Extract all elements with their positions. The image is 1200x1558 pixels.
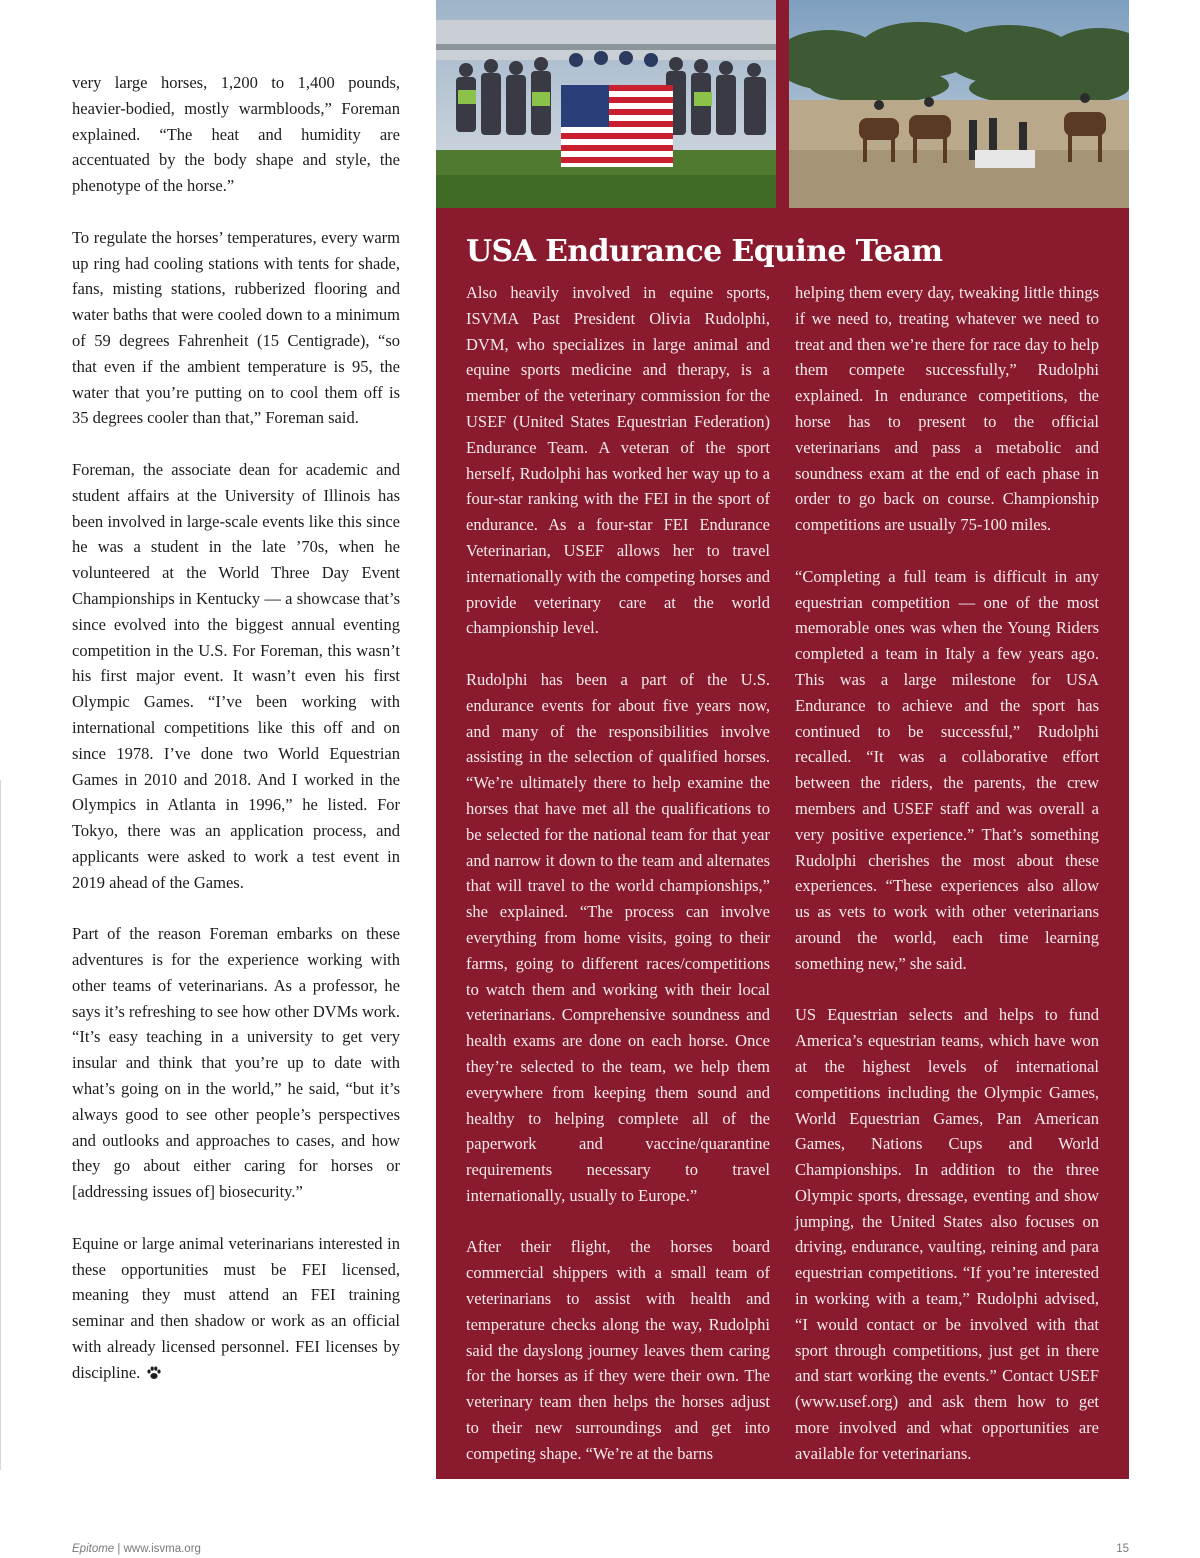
sidebar-column-2 <box>795 280 1099 1492</box>
photo-divider <box>776 0 789 208</box>
left-paragraph-3: Foreman, the associate dean for academic and student affairs at the University of Illinois has been involved in large-scale events like this since he was a student in the late ’70s, when he volunteered at the World Three Day Event Championships in Kentucky — a showcase that’s since evolved into the biggest annual eventing competition in the U.S. For Foreman, this wasn’t his first major event. It wasn’t even his first Olympic Games. “I’ve been working with international competitions like this off and on since 1978. I’ve done two World Equestrian Games in 2010 and 2018. And I worked in the Olympics in Atlanta in 1996,” he listed. For Tokyo, there was an application process, and applicants were asked to work a test event in 2019 ahead of the Games. <box>72 459 400 892</box>
margin-rule <box>0 780 1 1470</box>
publication-name: Epitome <box>72 1543 115 1555</box>
article-left-column <box>72 70 400 1414</box>
sidebar-c2-paragraph-2: “Completing a full team is difficult in any equestrian competition — one of the most memorable ones was when the Young Riders completed a team in Italy a few years ago. This was a large milestone for USA Endurance to achieve and the sport has continued to be successful,” Rudolphi recalled. “It was a collaborative effort between the riders, the parents, the crew members and USEF staff and was overall a very positive experience.” That’s something Rudolphi cherishes the most about these experiences. “These experiences also allow us as vets to work with other veterinarians around the world, each time learning something new,” she said. <box>795 566 1099 973</box>
photo-strip <box>436 0 1129 208</box>
left-paragraph-5 <box>72 1231 400 1389</box>
left-paragraph-5-text: Equine or large animal veterinarians interested in these opportunities must be FEI licensed, meaning they must attend an FEI training seminar and then shadow or work as an official with already licensed personnel. FEI licenses by discipline. <box>72 1233 400 1382</box>
left-paragraph-1: very large horses, 1,200 to 1,400 pounds, heavier-bodied, mostly warmbloods,” Foreman explained. “The heat and humidity are accentuated by the body shape and style, the phenotype of the horse.” <box>72 73 400 196</box>
website-link[interactable]: www.isvma.org <box>123 1543 201 1555</box>
paw-print-icon <box>146 1363 162 1389</box>
footer-separator: | <box>117 1543 121 1555</box>
sidebar-c1-paragraph-3: After their flight, the horses board commercial shippers with a small team of veterinarians to assist with health and temperature checks along the way, Rudolphi said the dayslong journey leaves them caring for the horses as if they were their own. The veterinary team then helps the horses adjust to their new surroundings and get into competing shape. “We’re at the barns <box>466 1237 770 1463</box>
sidebar-columns <box>466 280 1099 1492</box>
endurance-race-photo <box>789 0 1129 208</box>
sidebar-c1-paragraph-2: Rudolphi has been a part of the U.S. endurance events for about five years now, and many of the responsibilities involve assisting in the selection of qualified horses. “We’re ultimately there to help examine the horses that have met all the qualifications to be selected for the national team for that year and narrow it down to the team and alternates that will travel to the world championships,” she explained. “The process can involve everything from home visits, going to their farms, going to different races/competitions to watch them and working with their local veterinarians. Comprehensive soundness and health exams are done on each horse. Once they’re selected to the team, we help them everywhere from keeping them sound and healthy to helping complete all of the paperwork and vaccine/quarantine requirements necessary to travel internationally, usually to Europe.” <box>466 669 770 1205</box>
sidebar-c2-paragraph-1: helping them every day, tweaking little things if we need to, treating whatever we need to treat and then we’re there for race day to help them compete successfully,” Rudolphi explained. In endurance competitions, the horse has to present to the official veterinarians and pass a metabolic and soundness exam at the end of each phase in order to go back on course. Championship competitions are usually 75-100 miles. <box>795 283 1099 535</box>
left-paragraph-4: Part of the reason Foreman embarks on these adventures is for the experience working with other teams of veterinarians. As a professor, he says it’s refreshing to see how other DVMs work. “It’s easy teaching in a university to get very insular and think that you’re up to date with what’s going on in the world,” he said, “but it’s always good to see other people’s perspectives and outlooks and approaches to cases, and how they go about either caring for horses or [addressing issues of] biosecurity.” <box>72 924 400 1202</box>
sidebar-column-1 <box>466 280 770 1492</box>
sidebar-c1-paragraph-1: Also heavily involved in equine sports, ISVMA Past President Olivia Rudolphi, DVM, who specializes in large animal and equine sports medicine and therapy, is a member of the veterinary commission for the USEF (United States Equestrian Federation) Endurance Team. A veteran of the sport herself, Rudolphi has worked her way up to a four-star ranking with the FEI in the sport of endurance. As a four-star FEI Endurance Veterinarian, USEF allows her to travel internationally with the competing horses and provide veterinary care at the world championship level. <box>466 283 770 638</box>
usa-endurance-sidebar <box>436 208 1129 1479</box>
page-number: 15 <box>1116 1543 1129 1555</box>
team-photo <box>436 0 776 208</box>
sidebar-c2-paragraph-3: US Equestrian selects and helps to fund America’s equestrian teams, which have won at the highest levels of international competitions including the Olympic Games, World Equestrian Games, Pan American Games, Nations Cups and World Championships. In addition to the three Olympic sports, dressage, eventing and show jumping, the United States also focuses on driving, endurance, vaulting, reining and para equestrian competitions. “If you’re interested in working with a team,” Rudolphi advised, “I would contact or be involved with that sport through competitions, just get in there and start working the events.” Contact USEF (www.usef.org) and ask them how to get more involved and what opportunities are available for veterinarians. <box>795 1005 1099 1463</box>
left-paragraph-2: To regulate the horses’ temperatures, every warm up ring had cooling stations with tents for shade, fans, misting stations, rubberized flooring and water baths that were cooled down to a minimum of 59 degrees Fahrenheit (15 Centigrade), “so that even if the ambient temperature is 95, the water that you’re putting on to cool them off is 35 degrees cooler than that,” Foreman said. <box>72 227 400 428</box>
sidebar-title: USA Endurance Equine Team <box>466 234 943 269</box>
footer-left <box>72 1543 201 1555</box>
